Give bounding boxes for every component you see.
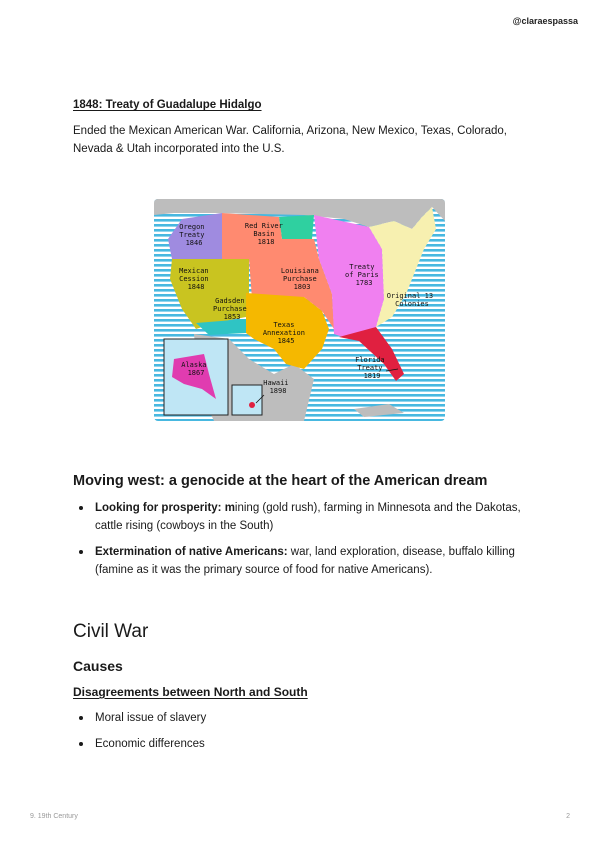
author-handle: @claraespassa: [512, 16, 578, 26]
map-label-oregon-2: Treaty: [179, 231, 205, 239]
map-label-redriver-2: Basin: [253, 230, 275, 238]
hawaii-inset: [232, 385, 262, 415]
causes-list: [73, 709, 543, 761]
map-label-louisiana-1: Louisiana: [280, 267, 319, 275]
us-territorial-expansion-map: [154, 199, 445, 421]
map-label-louisiana-3: 1803: [293, 283, 311, 291]
map-label-texas-3: 1845: [277, 337, 295, 345]
map-label-redriver-3: 1818: [257, 238, 275, 246]
map-label-texas-1: Texas: [273, 321, 295, 329]
treaty-heading: 1848: Treaty of Guadalupe Hidalgo: [73, 99, 262, 111]
map-label-gadsden-1: Gadsden: [215, 297, 245, 305]
list-item: [73, 543, 543, 579]
map-label-colonies-2: Colonies: [395, 300, 429, 308]
map-label-paris-1: Treaty: [349, 263, 375, 271]
map-label-gadsden-3: 1853: [223, 313, 241, 321]
map-label-alaska-2: 1867: [187, 369, 205, 377]
list-item-text: ining (gold rush), farming in Minnesota and the Dakotas, cattle rising (cowboys in the South): [95, 502, 521, 532]
list-item-text: war, land exploration, disease, buffalo killing (famine as it was the primary source of food for native Americans).: [95, 546, 515, 576]
list-item: Economic differences: [73, 735, 543, 753]
map-label-mexican-2: Cession: [179, 275, 209, 283]
map-label-florida-3: 1819: [363, 372, 381, 380]
map-label-florida-2: Treaty: [357, 364, 383, 372]
hawaii: [249, 402, 255, 408]
map-label-oregon-3: 1846: [185, 239, 203, 247]
list-item: [73, 499, 543, 535]
list-item-bold: Extermination of native Americans:: [95, 546, 288, 558]
map-label-gadsden-2: Purchase: [213, 305, 247, 313]
map-label-mexican-3: 1848: [187, 283, 205, 291]
list-item-bold: Looking for prosperity: m: [95, 502, 235, 514]
west-heading: Moving west: a genocide at the heart of the American dream: [73, 473, 488, 489]
treaty-text: Ended the Mexican American War. California, Arizona, New Mexico, Texas, Colorado, Nevada & Utah incorporated into the U.S.: [73, 125, 508, 155]
map-label-paris-2: of Paris: [345, 271, 379, 279]
map-label-louisiana-2: Purchase: [283, 275, 317, 283]
map-label-paris-3: 1783: [355, 279, 373, 287]
map-label-redriver-1: Red River: [244, 222, 283, 230]
map-label-hawaii-1: Hawaii: [263, 379, 289, 387]
map-label-florida-1: Florida: [355, 356, 385, 364]
map-label-colonies-1: Original 13: [386, 292, 434, 300]
map-label-alaska-1: Alaska: [181, 361, 207, 369]
west-list: [73, 499, 543, 587]
map-label-oregon-1: Oregon: [179, 223, 205, 231]
map-label-mexican-1: Mexican: [179, 267, 209, 275]
list-item: Moral issue of slavery: [73, 709, 543, 727]
footer-section: 9. 19th Century: [30, 813, 78, 820]
map-label-texas-2: Annexation: [262, 329, 305, 337]
disagreements-heading: Disagreements between North and South: [73, 685, 308, 699]
civil-war-title: Civil War: [73, 621, 149, 642]
map-label-hawaii-2: 1898: [269, 387, 287, 395]
causes-heading: Causes: [73, 658, 123, 674]
footer-page-number: 2: [566, 813, 570, 820]
